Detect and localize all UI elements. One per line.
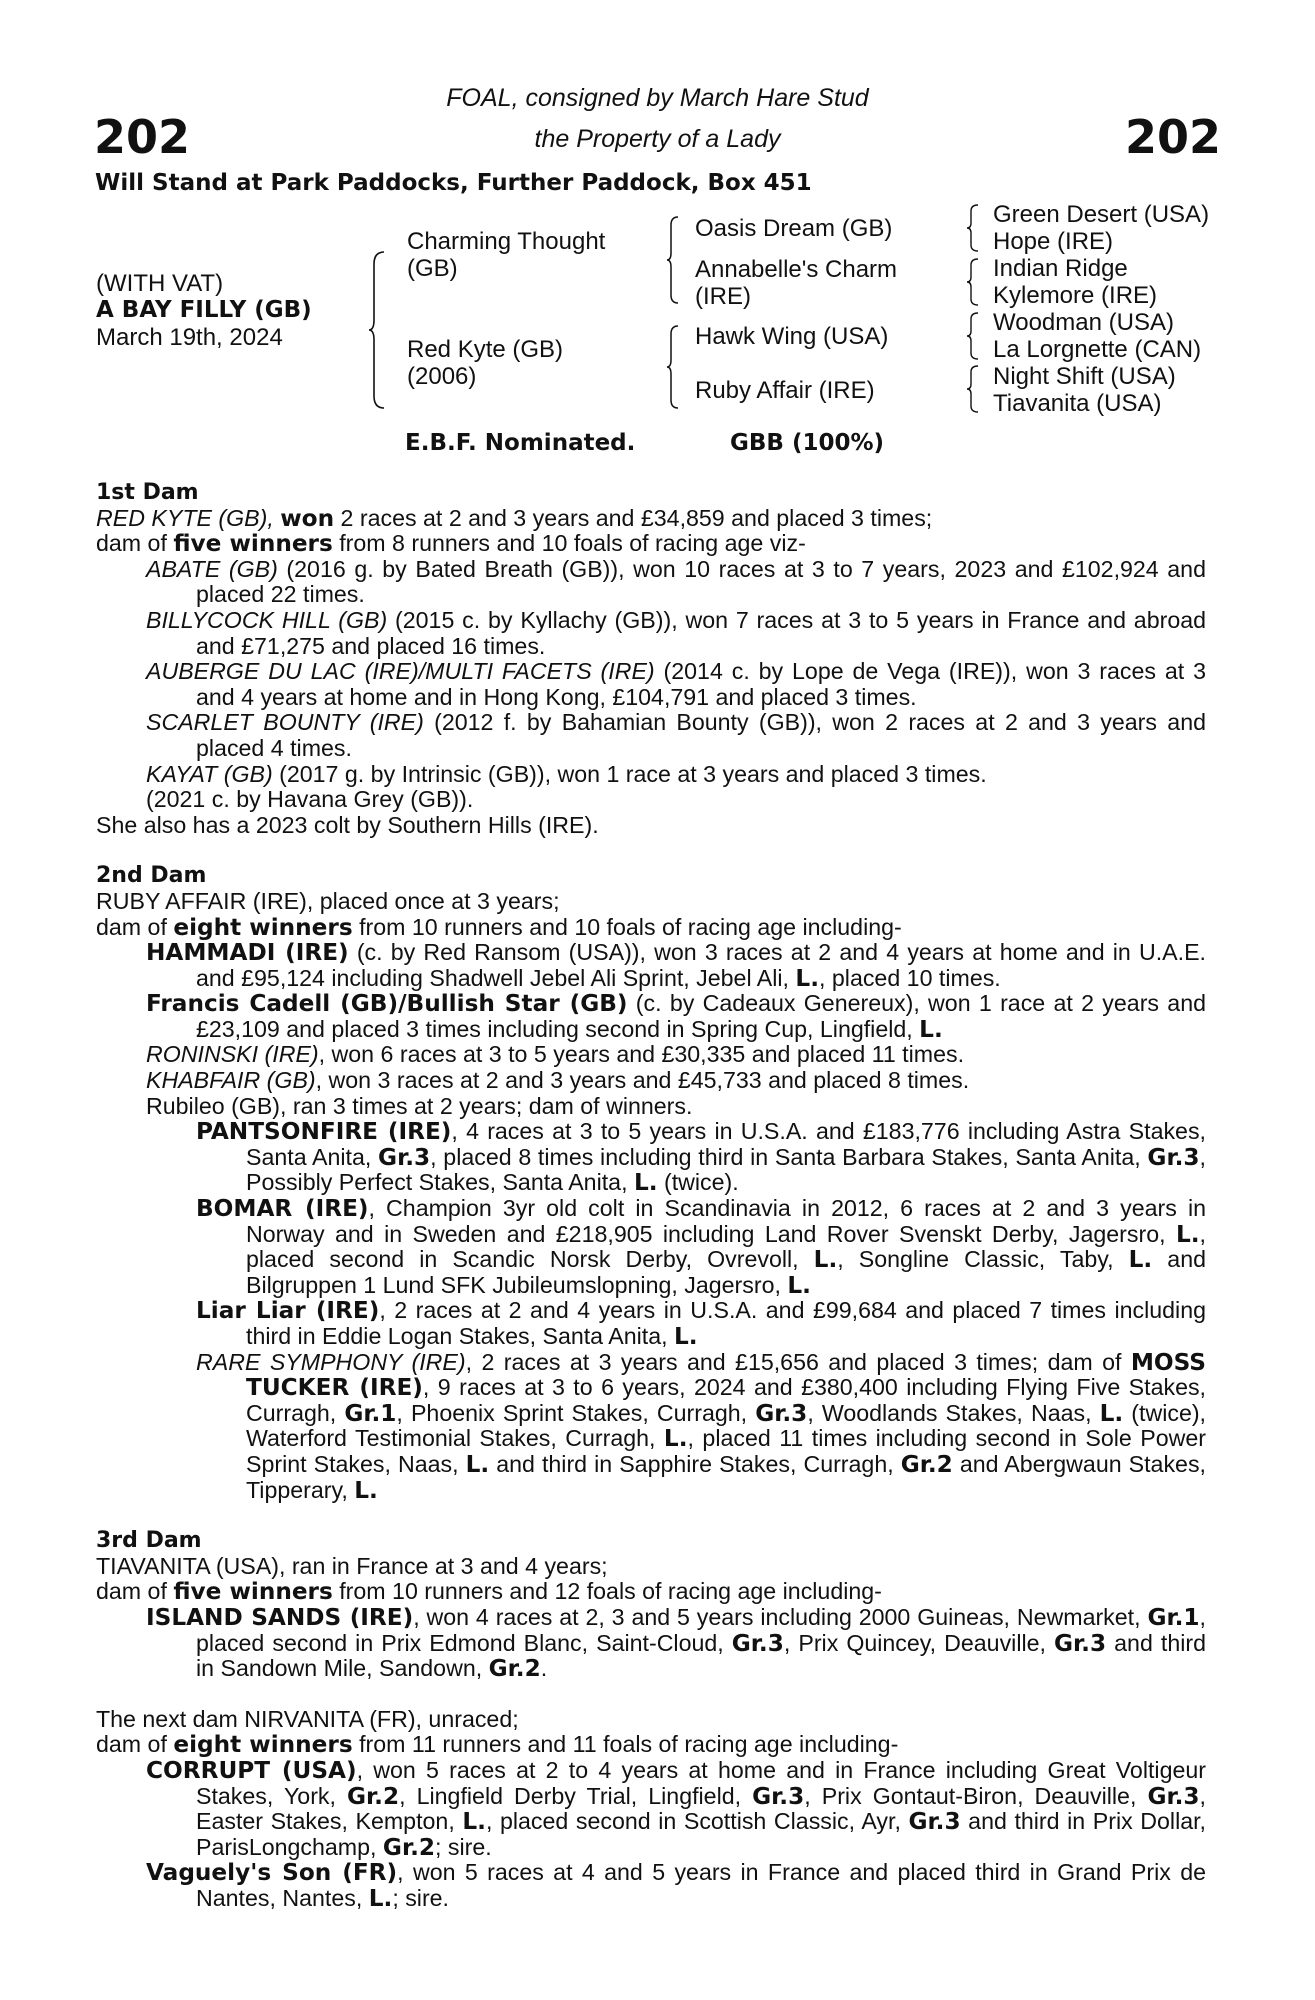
produce-name: Vaguely's Son (FR) [146, 1859, 398, 1887]
pedigree-g4-3: Indian Ridge [993, 255, 1128, 282]
lot-number-right: 202 [1124, 110, 1221, 164]
consignment-line: FOAL, consigned by March Hare Stud [446, 84, 869, 112]
produce-entry: CORRUPT (USA), won 5 races at 2 to 4 years at home and in France including Great Voltigeur Stakes, York, Gr.2, Lingfield Derby Trial, Lingfield, Gr.3, Prix Gontaut-Biron, Deauville, Gr.3, Easter Stakes, Kempton, L., placed second in Scottish Classic, Ayr, Gr.3 and third in Prix Dollar, ParisLongchamp, Gr.2; sire. [146, 1756, 1206, 1861]
winner-count: eight winners [173, 913, 353, 941]
horse-vat: (WITH VAT) [96, 270, 224, 297]
stand-location: Will Stand at Park Paddocks, Further Paddock, Box 451 [95, 170, 812, 196]
first-dam-heading: 1st Dam [96, 480, 199, 505]
produce-entry: BILLYCOCK HILL (GB) (2015 c. by Kyllachy (GB)), won 7 races at 3 to 5 years in France and abroad and £71,275 and placed 16 times. [146, 606, 1207, 659]
pedigree-brace-g4-4 [966, 364, 980, 414]
sire-dam-origin: (IRE) [695, 283, 751, 310]
sire-name: Charming Thought [407, 228, 606, 255]
second-dam-heading: 2nd Dam [96, 863, 207, 889]
grand-produce-entry: PANTSONFIRE (IRE), 4 races at 3 to 5 years in U.S.A. and £183,776 including Astra Stakes, Santa Anita, Gr.3, placed 8 times including third in Santa Barbara Stakes, Santa Anita, Gr.3, Possibly Perfect Stakes, Santa Anita, L. (twice). [196, 1118, 1206, 1197]
catalogue-body [96, 480, 1206, 1911]
pedigree-g4-8: Tiavanita (USA) [993, 390, 1162, 417]
grand-produce-entry: BOMAR (IRE), Champion 3yr old colt in Scandinavia in 2012, 6 races at 2 and 3 years in Norway and in Sweden and £218,905 including Land Rover Svenskt Derby, Jagersro, L., placed second in Scandic Norsk Derby, Ovrevoll, L., Songline Classic, Taby, L. and Bilgruppen 1 Lund SFK Jubileumslopning, Jagersro, L. [196, 1195, 1207, 1299]
produce-name: KAYAT (GB) [146, 760, 273, 787]
lot-number-left: 202 [94, 110, 191, 164]
produce-entry: SCARLET BOUNTY (IRE) (2012 f. by Bahamian Bounty (GB)), won 2 races at 2 and 3 years and placed 4 times. [146, 709, 1206, 761]
produce-entry: KHABFAIR (GB), won 3 races at 2 and 3 years and £45,733 and placed 8 times. [146, 1067, 970, 1094]
second-dam-produce-summary: dam of eight winners from 10 runners and 10 foals of racing age including- [96, 913, 902, 941]
produce-entry: KAYAT (GB) (2017 g. by Intrinsic (GB)), won 1 race at 3 years and placed 3 times. [146, 760, 987, 787]
third-dam-heading: 3rd Dam [96, 1528, 202, 1554]
produce-name: MOSS TUCKER (IRE) [246, 1348, 1206, 1402]
grand-produce-entry: Liar Liar (IRE), 2 races at 2 and 4 years in U.S.A. and £99,684 and placed 7 times including third in Eddie Logan Stakes, Santa Anita, L. [196, 1297, 1206, 1350]
first-dam-record: 2 races at 2 and 3 years and £34,859 and placed 3 times; [334, 504, 933, 531]
first-dam-line [96, 506, 1206, 532]
grand-produce-entry: RARE SYMPHONY (IRE), 2 races at 3 years and £15,656 and placed 3 times; dam of MOSS TUCKER (IRE), 9 races at 3 to 6 years, 2024 and £380,400 including Flying Five Stakes, Curragh, Gr.1, Phoenix Sprint Stakes, Curragh, Gr.3, Woodlands Stakes, Naas, L. (twice), Waterford Testimonial Stakes, Curragh, L., placed 11 times including second in Sole Power Sprint Stakes, Naas, L. and third in Sapphire Stakes, Curragh, Gr.2 and Abergwaun Stakes, Tipperary, L. [196, 1348, 1207, 1504]
next-dam-line: The next dam NIRVANITA (FR), unraced; [96, 1705, 519, 1732]
third-dam-produce-summary: dam of five winners from 10 runners and 12 foals of racing age including- [96, 1578, 882, 1606]
sire-origin: (GB) [407, 255, 458, 282]
pedigree-sire-sire: Oasis Dream (GB) [695, 215, 893, 242]
consignment-header [0, 78, 1315, 160]
winner-count: eight winners [173, 1731, 353, 1759]
produce-name: AUBERGE DU LAC (IRE)/MULTI FACETS (IRE) [146, 658, 655, 685]
pedigree-sire [407, 228, 605, 282]
produce-name: HAMMADI (IRE) [146, 939, 349, 967]
gbb-status: GBB (100%) [730, 430, 885, 456]
produce-entry: HAMMADI (IRE) (c. by Red Ransom (USA)), won 3 races at 2 and 4 years at home and in U.A.E. and £95,124 including Shadwell Jebel Ali Sprint, Jebel Ali, L., placed 10 times. [146, 939, 1206, 992]
horse-name: A BAY FILLY (GB) [96, 297, 312, 323]
pedigree-brace-sire [666, 215, 680, 305]
produce-entry: ABATE (GB) (2016 g. by Bated Breath (GB)), won 10 races at 3 to 7 years, 2023 and £102,924 and placed 22 times. [146, 555, 1206, 608]
pedigree-sire-dam [695, 256, 897, 310]
horse-foaled: March 19th, 2024 [96, 324, 283, 351]
pedigree-dam [407, 336, 563, 390]
pedigree-g4-4: Kylemore (IRE) [993, 282, 1158, 309]
second-dam-line: RUBY AFFAIR (IRE), placed once at 3 years; [96, 887, 560, 914]
produce-name: SCARLET BOUNTY (IRE) [146, 709, 424, 736]
pedigree-dam-dam: Ruby Affair (IRE) [695, 377, 875, 404]
produce-name: RARE SYMPHONY (IRE) [196, 1348, 466, 1375]
produce-name: Liar Liar (IRE) [196, 1297, 380, 1325]
first-dam-won: won [280, 504, 335, 532]
produce-entry: (2021 c. by Havana Grey (GB)). [146, 786, 474, 813]
produce-name: Francis Cadell (GB)/Bullish Star (GB) [146, 990, 628, 1018]
produce-name: KHABFAIR (GB) [146, 1067, 316, 1094]
pedigree-brace-g4-1 [966, 203, 980, 253]
produce-name: RONINSKI (IRE) [146, 1041, 319, 1068]
property-line: the Property of a Lady [534, 125, 781, 153]
pedigree-brace-g4-2 [966, 257, 980, 307]
dam-name: Red Kyte (GB) [407, 336, 564, 363]
produce-entry: RONINSKI (IRE), won 6 races at 3 to 5 years and £30,335 and placed 11 times. [146, 1041, 965, 1068]
ebf-nominated: E.B.F. Nominated. [405, 430, 636, 456]
produce-entry: AUBERGE DU LAC (IRE)/MULTI FACETS (IRE) (2014 c. by Lope de Vega (IRE)), won 3 races at 3 and 4 years at home and in Hong Kong, £104,791 and placed 3 times. [146, 658, 1206, 710]
produce-name: BILLYCOCK HILL (GB) [146, 606, 388, 633]
pedigree-dam-sire: Hawk Wing (USA) [695, 323, 889, 350]
produce-entry: Rubileo (GB), ran 3 times at 2 years; dam of winners. [146, 1092, 693, 1119]
pedigree-g4-7: Night Shift (USA) [993, 363, 1176, 390]
pedigree-g4-1: Green Desert (USA) [993, 201, 1210, 228]
produce-entry: Vaguely's Son (FR), won 5 races at 4 and 5 years in France and placed third in Grand Prix de Nantes, Nantes, L.; sire. [146, 1859, 1206, 1912]
third-dam-line: TIAVANITA (USA), ran in France at 3 and 4 years; [96, 1552, 608, 1579]
pedigree-brace-main [368, 250, 386, 410]
produce-entry: Francis Cadell (GB)/Bullish Star (GB) (c. by Cadeaux Genereux), won 1 race at 2 years and £23,109 and placed 3 times including second in Spring Cup, Lingfield, L. [146, 990, 1206, 1043]
winner-count: five winners [173, 1578, 333, 1606]
first-dam-name: RED KYTE (GB), [96, 504, 274, 531]
pedigree-brace-dam [666, 324, 680, 410]
sire-dam-name: Annabelle's Charm [695, 256, 898, 283]
produce-name: BOMAR (IRE) [196, 1195, 369, 1223]
first-dam-note: She also has a 2023 colt by Southern Hills (IRE). [96, 811, 599, 838]
pedigree-g4-5: Woodman (USA) [993, 309, 1174, 336]
produce-name: ABATE (GB) [146, 555, 278, 582]
first-dam-produce-summary: dam of five winners from 8 runners and 10 foals of racing age viz- [96, 530, 806, 558]
dam-year: (2006) [407, 363, 477, 390]
produce-name: PANTSONFIRE (IRE) [196, 1118, 452, 1146]
pedigree-g4-6: La Lorgnette (CAN) [993, 336, 1202, 363]
produce-name: ISLAND SANDS (IRE) [146, 1603, 414, 1631]
next-dam-produce-summary: dam of eight winners from 11 runners and 11 foals of racing age including- [96, 1731, 899, 1759]
produce-name: CORRUPT (USA) [146, 1756, 357, 1784]
winner-count: five winners [173, 530, 333, 558]
pedigree-g4-2: Hope (IRE) [993, 228, 1114, 255]
pedigree-brace-g4-3 [966, 311, 980, 361]
produce-entry: ISLAND SANDS (IRE), won 4 races at 2, 3 and 5 years including 2000 Guineas, Newmarket, Gr.1, placed second in Prix Edmond Blanc, Saint-Cloud, Gr.3, Prix Quincey, Deauville, Gr.3 and third in Sandown Mile, Sandown, Gr.2. [146, 1603, 1206, 1683]
